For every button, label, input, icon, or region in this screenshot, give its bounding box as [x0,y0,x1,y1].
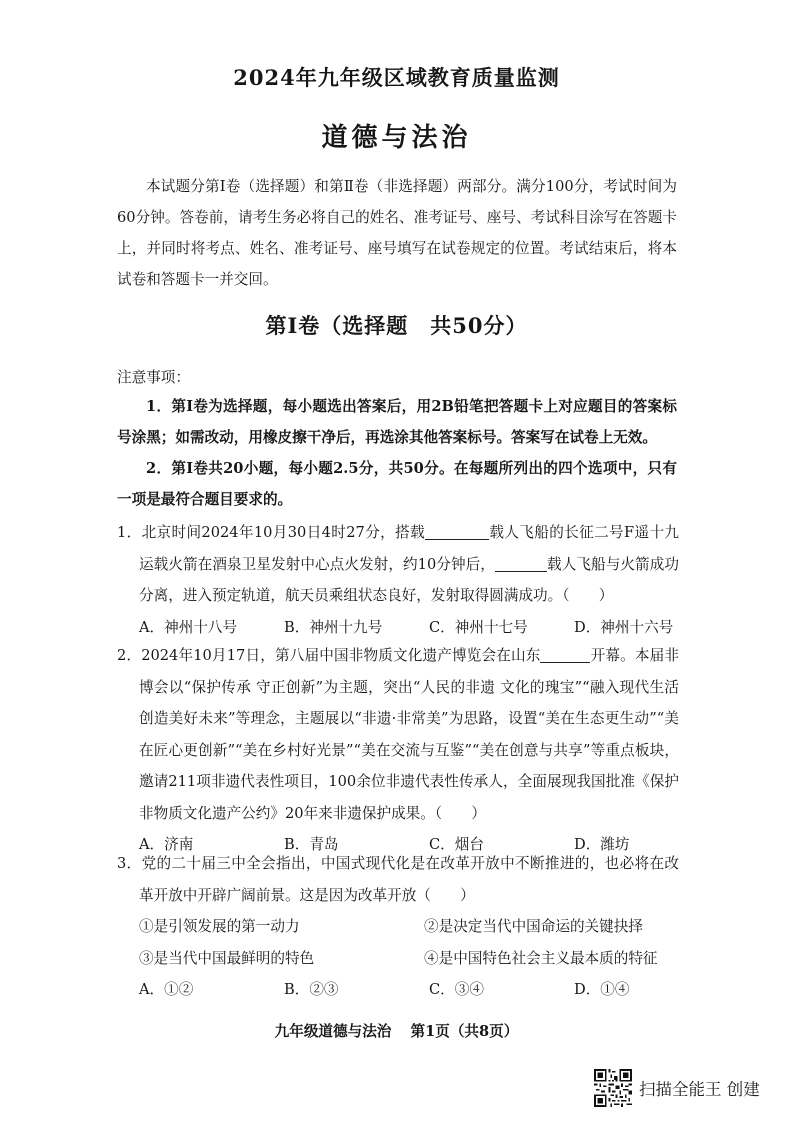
option-a: A．神州十八号 [139,618,238,636]
statement-2: ②是决定当代中国命运的关键抉择 [424,918,643,935]
option-b: B．神州十九号 [284,618,383,636]
notice-heading: 注意事项： [117,369,190,386]
option-a: A．①② [139,981,194,998]
option-c: C．神州十七号 [429,618,528,636]
notice-item-2: 2．第Ⅰ卷共20小题，每小题2.5分，共50分。在每题所列出的四个选项中，只有一项是最符合题目要求的。 [117,460,677,508]
question-1-stem [117,517,679,612]
question-3 [117,848,679,1006]
footer-subject: 九年级道德与法治 [274,1023,392,1040]
statement-1: ①是引领发展的第一动力 [139,918,300,935]
question-2-stem-part-2: 开幕。本届非博会以“保护传承 守正创新”为主题，突出“人民的非遗 文化的瑰宝”“融入现代生活 创造美好未来”等理念，主题展以“非遗·非常美”为思路，设置“美在生态更生动”“美在匠心更创新”“美在乡村好光景”“美在交流与互鉴”“美在创意与共享”等重点板块，邀请211项非遗代表性项目，100余位非遗代表性传承人，全面展现我国批准《保护非物质文化遗产公约》20年来非遗保护成果。（ ） [139,647,679,822]
qr-code-icon [594,1069,632,1107]
notice-item-1: 1．第Ⅰ卷为选择题，每小题选出答案后，用2B铅笔把答题卡上对应题目的答案标号涂黑；如需改动，用橡皮擦干净后，再选涂其他答案标号。答案写在试卷上无效。 [117,398,677,446]
option-d: D．①④ [574,981,630,998]
scanner-watermark [594,1069,760,1107]
question-1-stem-part-1: 1．北京时间2024年10月30日4时27分，搭载 [117,524,426,541]
question-1-options [139,612,679,644]
question-2-stem-part-1: 2．2024年10月17日，第八届中国非物质文化遗产博览会在山东 [117,647,541,664]
option-c: C．烟台 [429,836,484,853]
option-b: B．②③ [284,981,339,998]
exam-title: 2024年九年级区域教育质量监测 [233,65,560,90]
statement-3: ③是当代中国最鲜明的特色 [139,949,315,967]
exam-instructions: 本试题分第Ⅰ卷（选择题）和第Ⅱ卷（非选择题）两部分。满分100分，考试时间为60分钟。答卷前，请考生务必将自己的姓名、准考证号、座号、考试科目涂写在答题卡上，并同时将考点、姓名、准考证号、座号填写在试卷规定的位置。考试结束后，将本试卷和答题卡一并交回。 [117,178,677,288]
question-1-stem-part-3: 载人飞船与火箭成功分离，进入预定轨道，航天员乘组状态良好，发射取得圆满成功。（ ） [139,555,679,604]
question-3-options [139,974,679,1006]
answer-blank [495,555,547,572]
statement-4: ④是中国特色社会主义最本质的特征 [424,949,658,967]
option-c: C．③④ [429,981,484,998]
answer-blank [540,646,590,663]
question-1 [117,517,679,643]
answer-blank [425,523,489,540]
page-footer [0,1020,793,1041]
scanner-watermark-text: 扫描全能王 创建 [639,1080,760,1099]
question-2 [117,640,679,861]
subject-title: 道德与法治 [321,123,472,153]
option-d: D．神州十六号 [574,618,674,636]
section-title: 第Ⅰ卷（选择题 共50分） [265,313,528,338]
footer-page-number: 第1页（共8页） [410,1023,519,1040]
option-a: A．济南 [139,836,194,853]
option-d: D．潍坊 [574,836,630,853]
question-1-stem-part-2: 载人飞船的长征二号F遥十九运载火箭在酒泉卫星发射中心点火发射，约10分钟后， [139,524,679,573]
question-2-stem [117,640,679,829]
question-3-stem: 3．党的二十届三中全会指出，中国式现代化是在改革开放中不断推进的，也必将在改革开放中开辟广阔前景。这是因为改革开放（ ） [117,855,679,904]
option-b: B．青岛 [284,836,339,853]
question-3-statements [139,911,679,974]
